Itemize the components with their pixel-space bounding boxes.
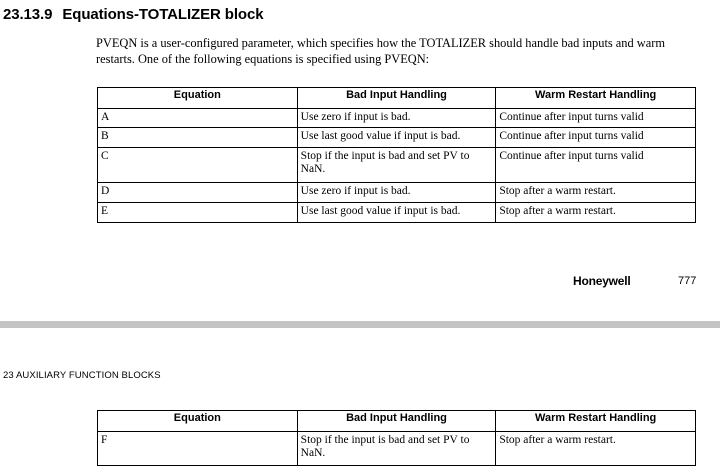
table-cell: Continue after input turns valid	[496, 109, 696, 128]
honeywell-logo	[573, 274, 631, 288]
table-row	[98, 432, 696, 466]
table-row	[98, 203, 696, 223]
page-number: 777	[678, 275, 697, 287]
table-cell: Continue after input turns valid	[496, 128, 696, 148]
intro-paragraph: PVEQN is a user-configured parameter, which specifies how the TOTALIZER should handle bad inputs and warm restarts. One of the following equations is specified using PVEQN:	[96, 36, 666, 66]
table-cell: F	[98, 432, 298, 466]
equations-table	[97, 87, 696, 223]
table-cell: E	[98, 203, 298, 223]
running-section-header: 23 AUXILIARY FUNCTION BLOCKS	[3, 370, 161, 381]
column-header-warm-restart: Warm Restart Handling	[496, 88, 696, 109]
section-heading	[3, 6, 263, 23]
page-divider	[0, 321, 720, 328]
table-cell: Use zero if input is bad.	[297, 109, 496, 128]
table-cell: Stop after a warm restart.	[496, 432, 696, 466]
table-header-row	[98, 411, 696, 432]
table-cell: A	[98, 109, 298, 128]
table-row	[98, 148, 696, 183]
heading-title: Equations-TOTALIZER block	[62, 6, 264, 23]
table-cell: Use last good value if input is bad.	[297, 203, 496, 223]
table-header-row	[98, 88, 696, 109]
column-header-bad-input: Bad Input Handling	[297, 411, 496, 432]
table-cell: Stop if the input is bad and set PV to NaN.	[297, 148, 496, 183]
brand-text: Honeywell	[573, 274, 631, 288]
table-cell: C	[98, 148, 298, 183]
equations-table-continued	[97, 410, 696, 466]
table-row	[98, 183, 696, 203]
column-header-equation: Equation	[98, 411, 298, 432]
table-cell: Continue after input turns valid	[496, 148, 696, 183]
table-row	[98, 128, 696, 148]
column-header-warm-restart: Warm Restart Handling	[496, 411, 696, 432]
table-cell: Stop after a warm restart.	[496, 203, 696, 223]
column-header-bad-input: Bad Input Handling	[297, 88, 496, 109]
table-cell: D	[98, 183, 298, 203]
table-cell: Use last good value if input is bad.	[297, 128, 496, 148]
heading-number: 23.13.9	[3, 6, 53, 23]
table-cell: Stop if the input is bad and set PV to NaN.	[297, 432, 496, 466]
table-cell: Stop after a warm restart.	[496, 183, 696, 203]
table-row	[98, 109, 696, 128]
table-cell: B	[98, 128, 298, 148]
table-cell: Use zero if input is bad.	[297, 183, 496, 203]
column-header-equation: Equation	[98, 88, 298, 109]
